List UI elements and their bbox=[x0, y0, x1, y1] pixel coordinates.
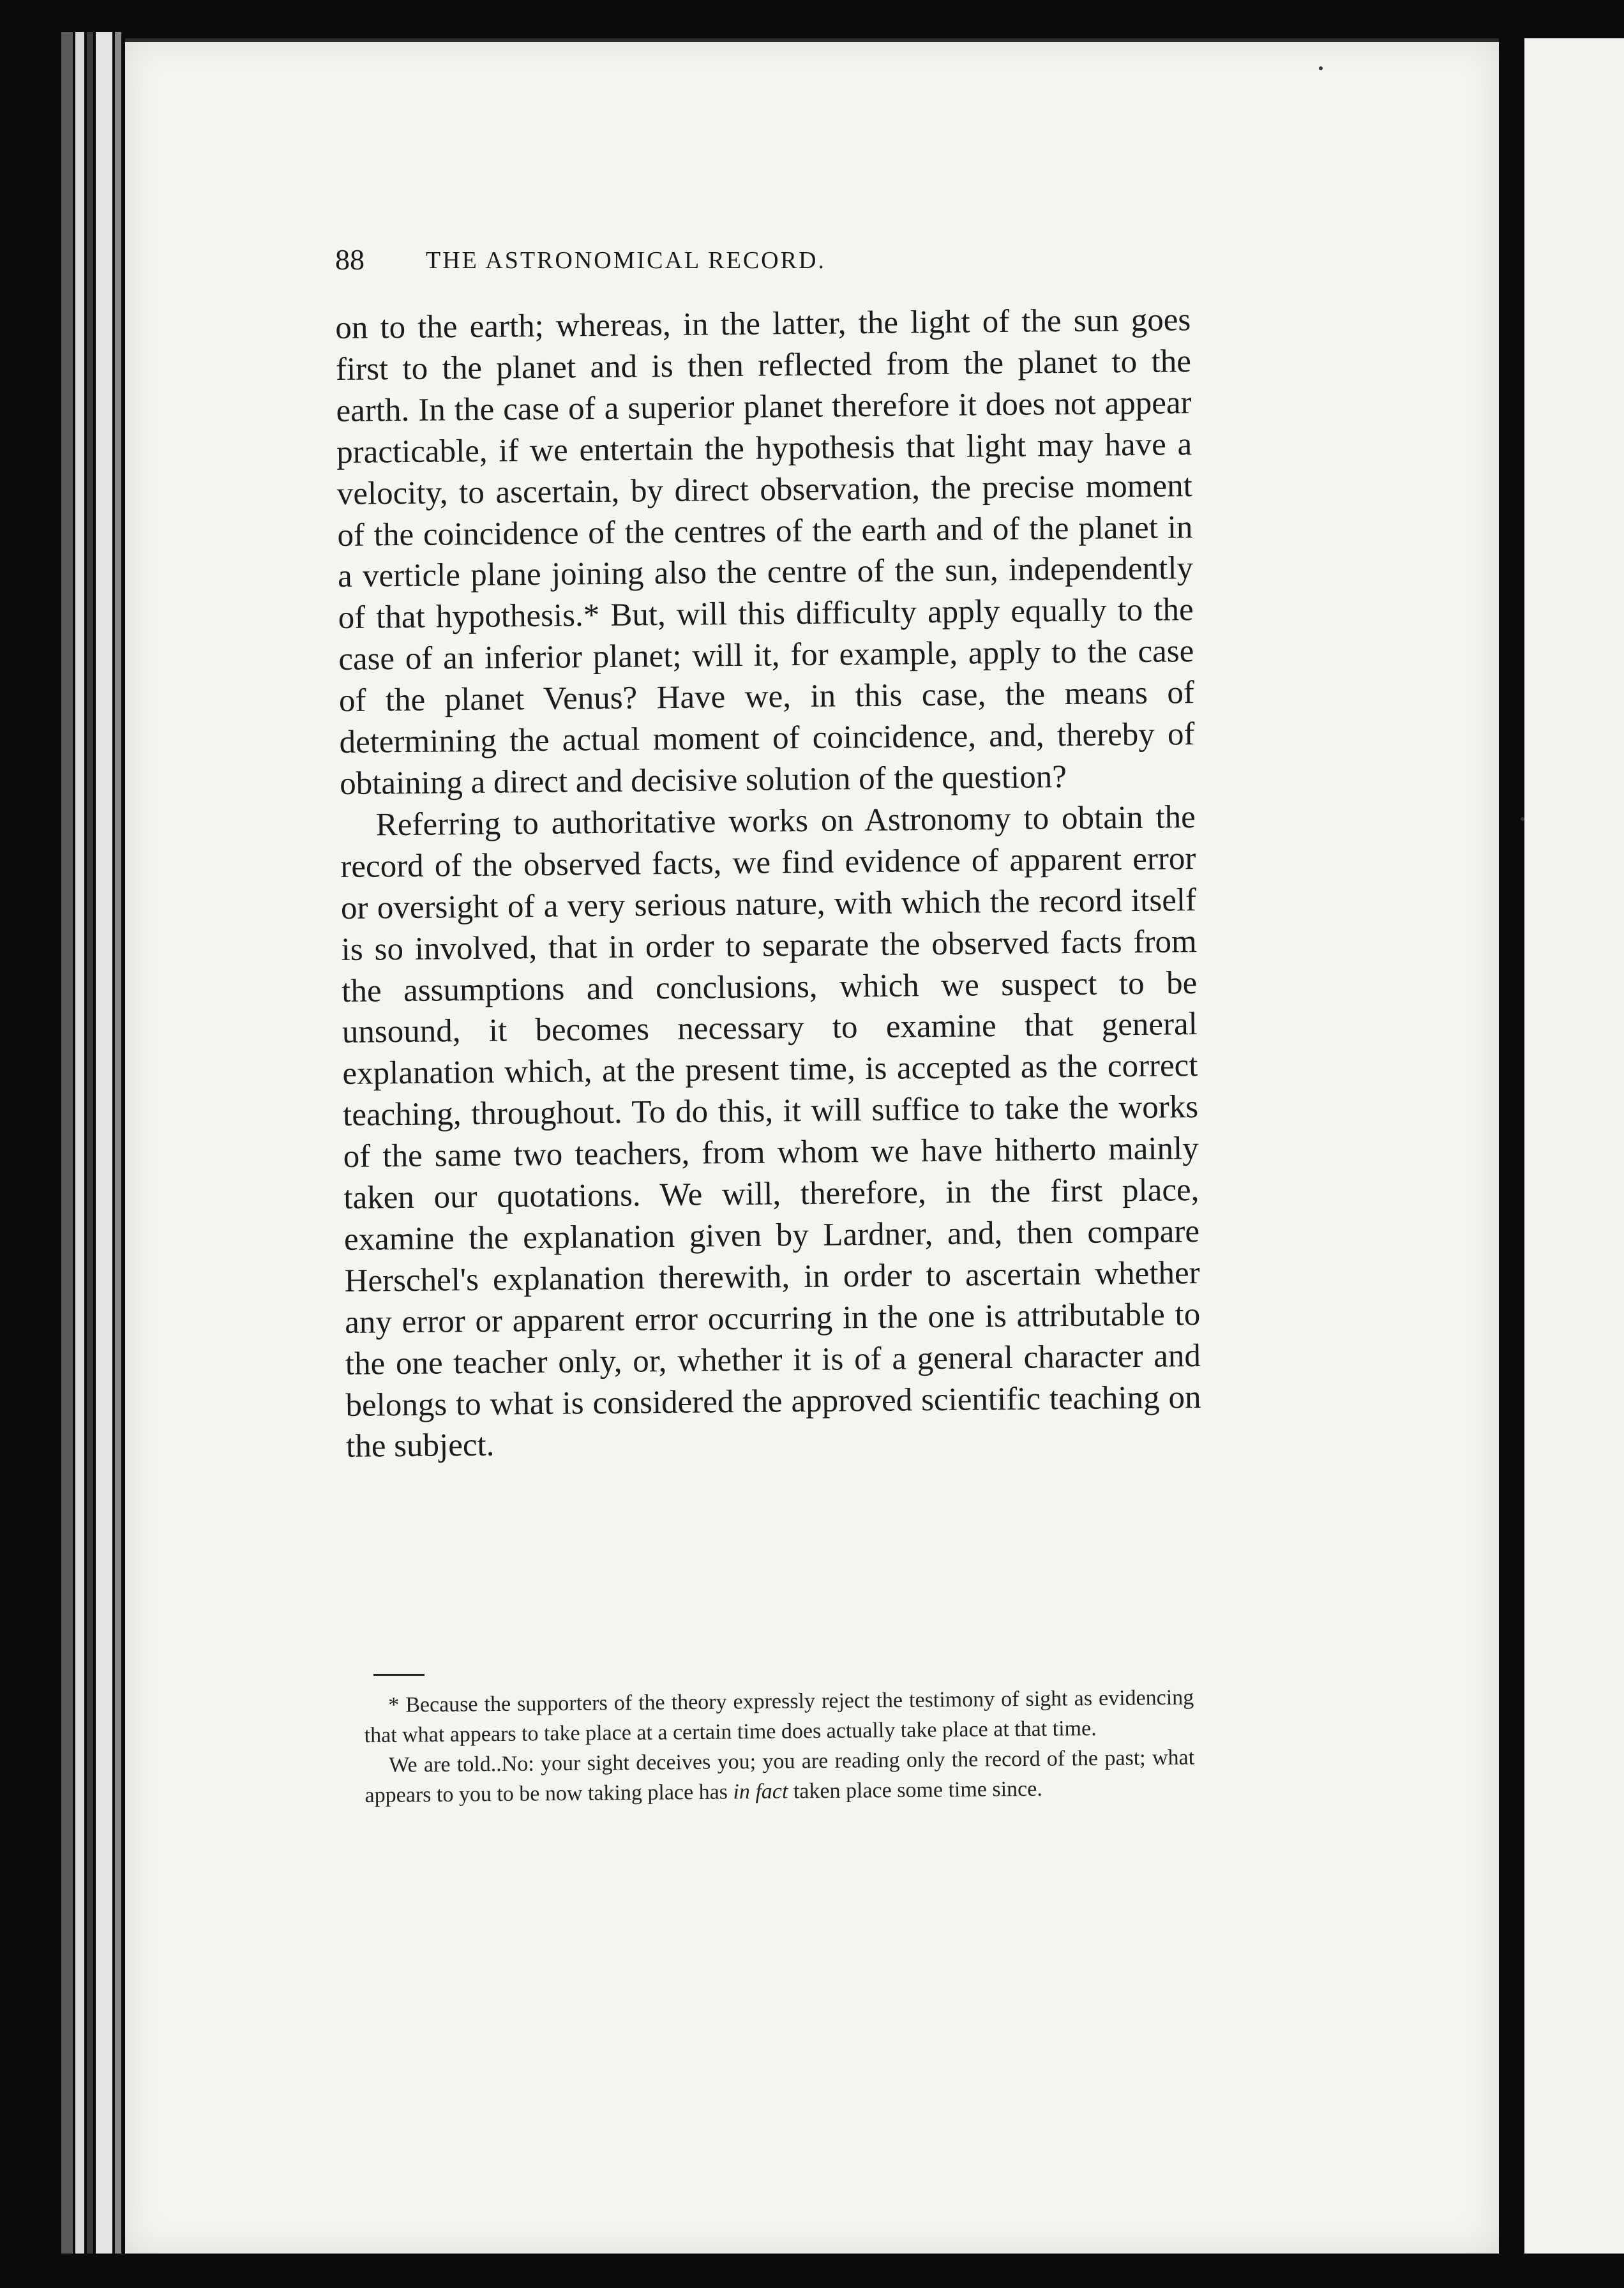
footnote bbox=[365, 1743, 1195, 1810]
page-edge bbox=[87, 32, 93, 2254]
page-edge bbox=[96, 32, 112, 2254]
footnote-rule bbox=[373, 1674, 425, 1676]
body-text bbox=[335, 299, 1201, 1468]
footnote-text: taken place some time since. bbox=[788, 1777, 1042, 1803]
footnote: * Because the supporters of the theory expressly reject the testimony of sight as evidencing that what appears to take place at a certain time does actually take place at that time. bbox=[364, 1685, 1194, 1747]
paragraph: Referring to authoritative works on Astronomy to obtain the record of the observed facts, we find evidence of apparent error or oversight of a very serious nature, with which the record itself is so involved, that in order to separate the observed facts from the assumptions and conclusions, which we suspect to be unsound, it becomes necessary to examine that general explanation which, at the present time, is accepted as the correct teaching, throughout. To do this, it will suffice to take the works of the same two teachers, from whom we have hitherto mainly taken our quotations. We will, therefore, in the first place, examine the explanation given by Lardner, and, then compare Herschel's explanation therewith, in order to ascertain whether any error or apparent error occurring in the one is attributable to the one teacher only, or, whether it is of a general character and belongs to what is considered the approved scientific teaching on the subject. bbox=[340, 799, 1201, 1465]
facing-page-edge bbox=[1524, 38, 1624, 2254]
page-edge bbox=[115, 32, 121, 2254]
footnote-emphasis: in fact bbox=[733, 1779, 788, 1804]
footnotes bbox=[364, 1683, 1195, 1810]
page-top-border bbox=[125, 38, 1499, 42]
scan-speck bbox=[1319, 66, 1323, 70]
page-edge bbox=[75, 32, 84, 2254]
page-header bbox=[335, 243, 1133, 287]
page-edge bbox=[61, 32, 73, 2254]
paragraph: on to the earth; whereas, in the latter, the light of the sun goes first to the planet and is then reflected from the planet to the earth. In the case of a superior planet therefore it does not appear practicable, if we entertain the hypothesis that light may have a velocity, to ascertain, by direct observation, the precise moment of the coincidence of the centres of the earth and of the planet in a verticle plane joining also the centre of the sun, independently of that hypothesis.* But, will this difficulty apply equally to the case of an inferior planet; will it, for example, apply to the case of the planet Venus? Have we, in this case, the means of determining the actual moment of coincidence, and, thereby of obtaining a direct and decisive solution of the question? bbox=[335, 302, 1195, 802]
footnote-text: We are told..No: your sight deceives you; you are reading only the record of the past; what appears to you to be now taking place has bbox=[365, 1745, 1195, 1807]
running-head: THE ASTRONOMICAL RECORD. bbox=[426, 247, 826, 274]
page-number: 88 bbox=[335, 243, 365, 276]
scan-speck bbox=[1521, 817, 1524, 821]
